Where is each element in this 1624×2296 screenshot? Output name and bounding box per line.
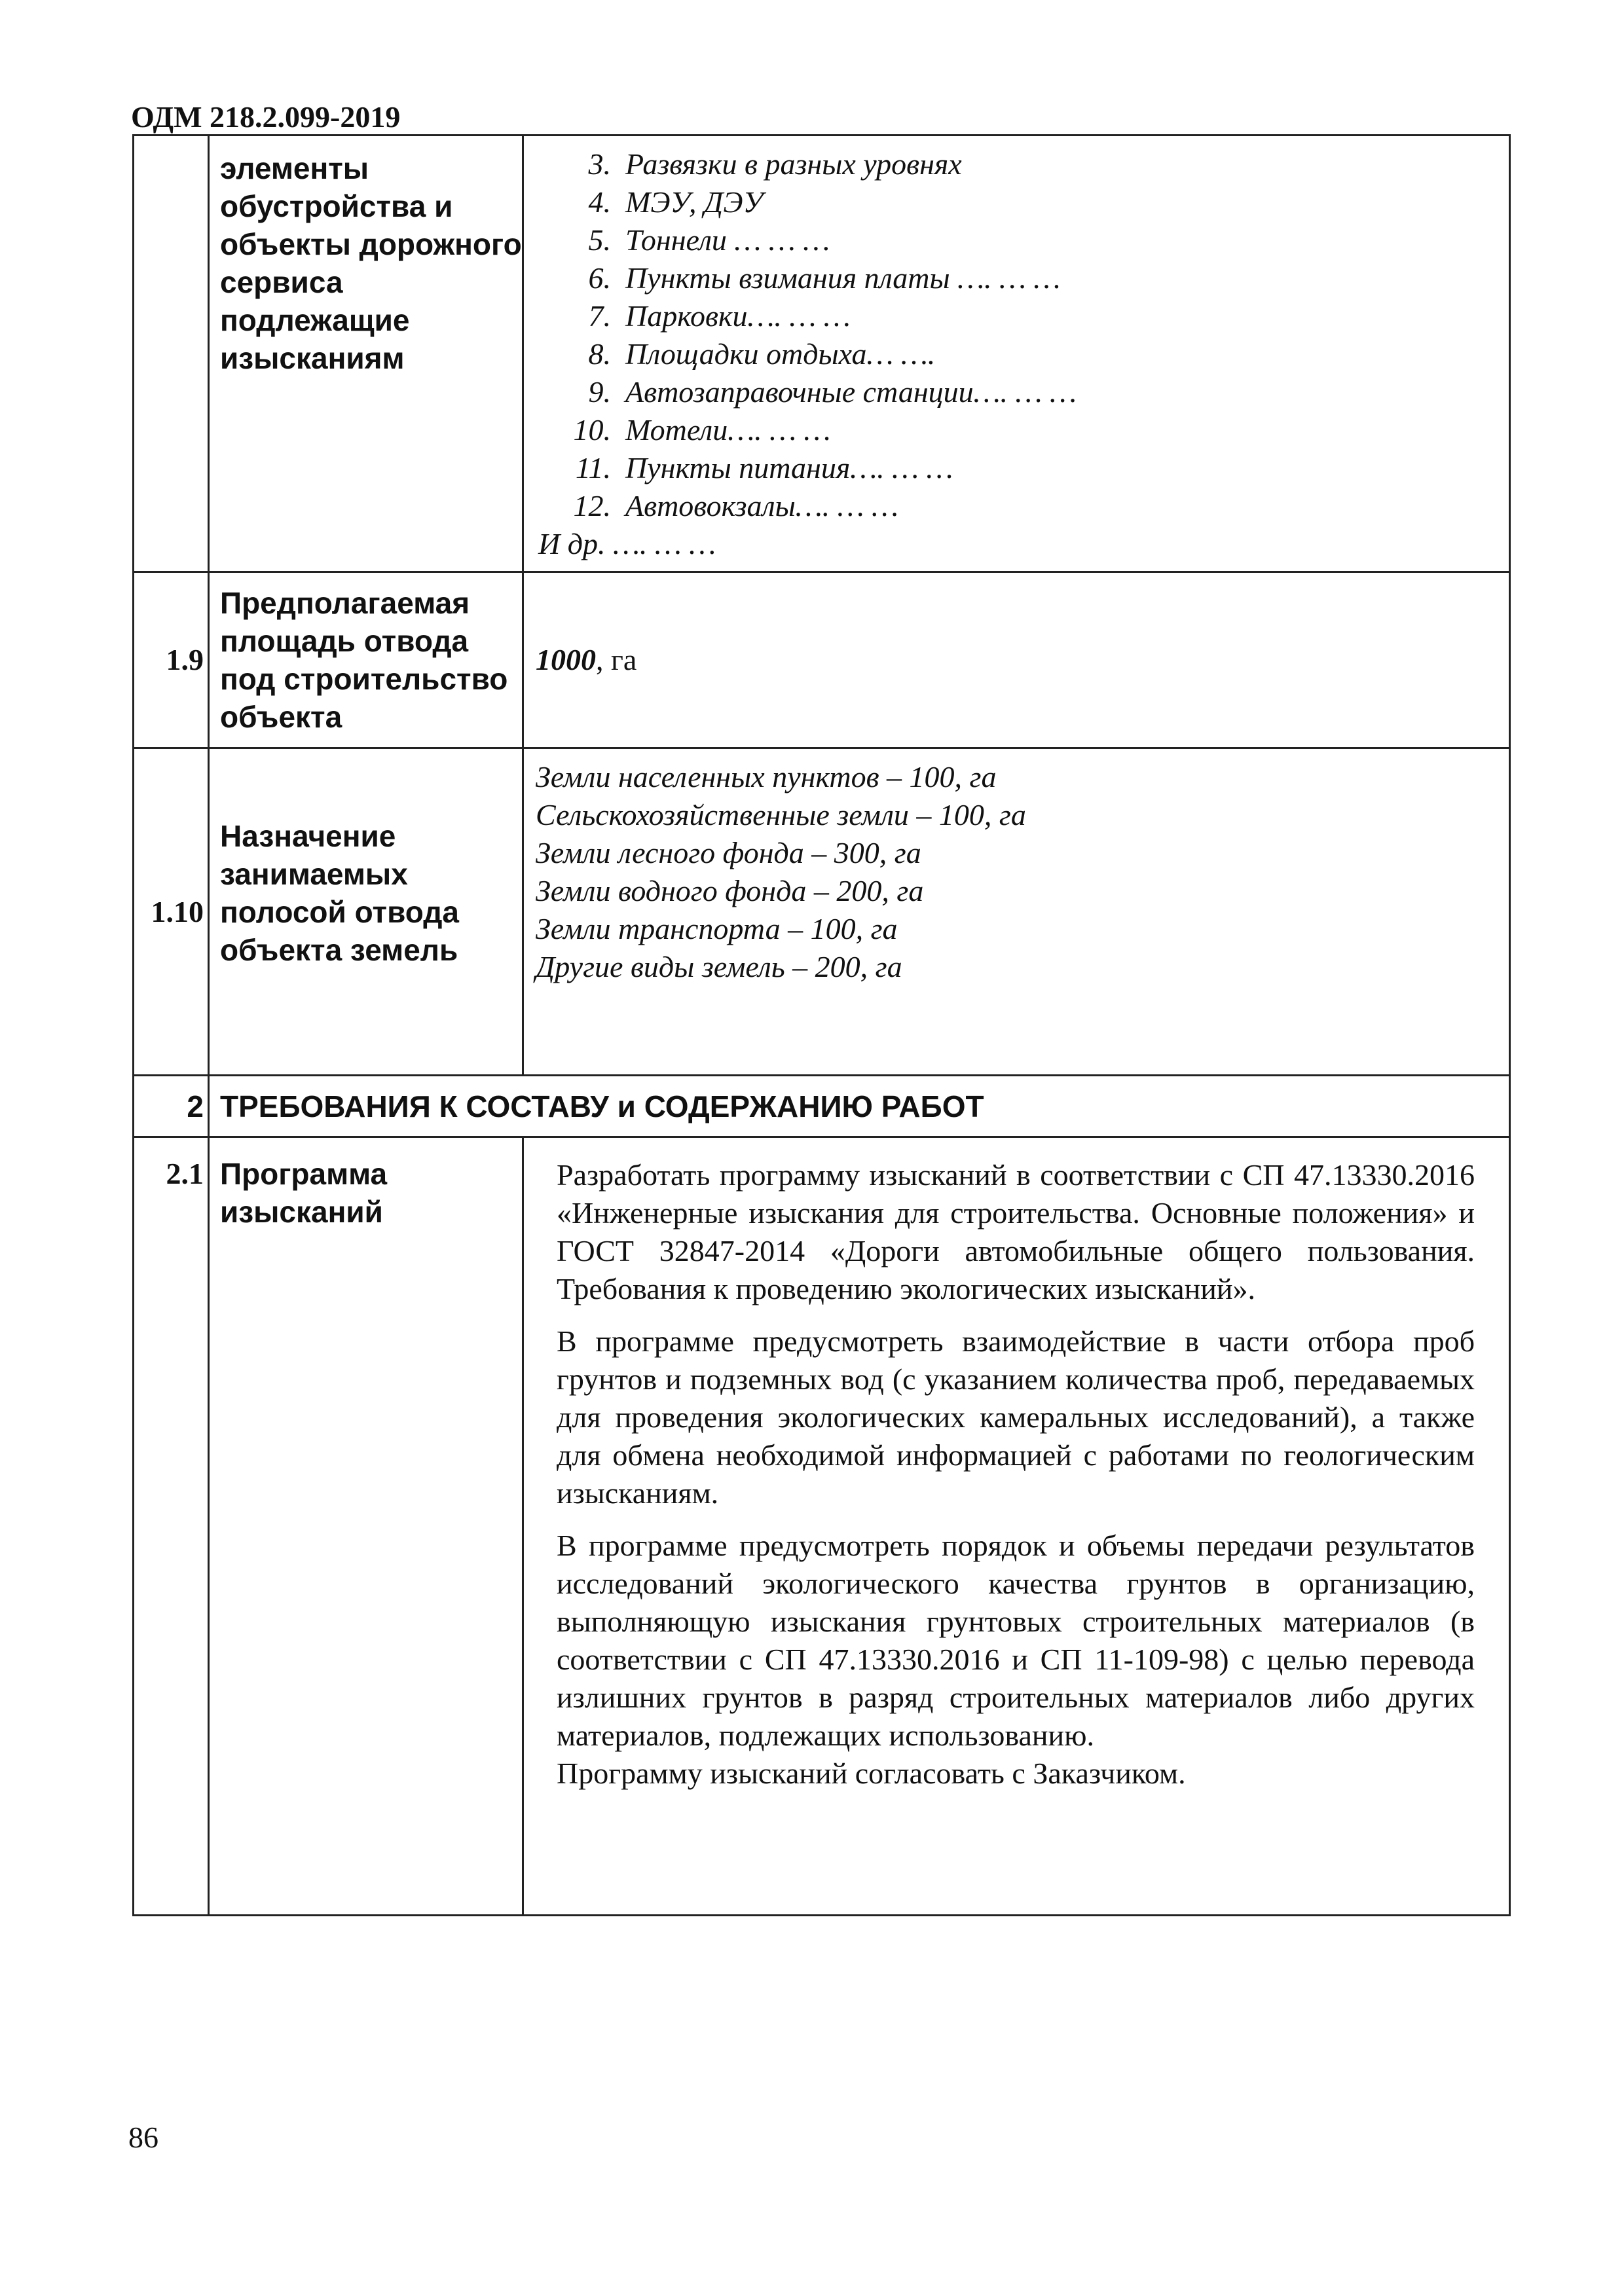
list-item: 9. Автозаправочные станции…. … … bbox=[588, 375, 1077, 409]
row-number: 1.10 bbox=[134, 748, 209, 1076]
list-item: 6. Пункты взимания платы …. … … bbox=[588, 261, 1061, 295]
page-number: 86 bbox=[128, 2121, 158, 2154]
row-value-cell bbox=[523, 748, 1510, 1076]
row-name-line: площадь отвода bbox=[220, 624, 469, 658]
objects-list bbox=[536, 136, 1509, 525]
row-name-line: подлежащие bbox=[220, 303, 410, 337]
land-category: Земли населенных пунктов – 100, га bbox=[536, 760, 997, 793]
row-name-line: Назначение bbox=[220, 819, 396, 853]
requirements-table bbox=[132, 134, 1511, 1916]
row-name-line: объекты дорожного bbox=[220, 227, 522, 261]
program-paragraph: Разработать программу изысканий в соответствии с СП 47.13330.2016 «Инженерные изыскания для строительства. Основные положения» и ГОСТ 32847-2014 «Дороги автомобильные общего пользования. Требования к проведению экологических изысканий». bbox=[557, 1158, 1475, 1305]
table-row-objects bbox=[134, 136, 1510, 572]
row-name-line: полосой отвода bbox=[220, 895, 460, 929]
table-row-2-1 bbox=[134, 1137, 1510, 1916]
row-value-cell bbox=[523, 572, 1510, 748]
table-row-1-10 bbox=[134, 748, 1510, 1076]
row-number: 2.1 bbox=[134, 1137, 209, 1916]
row-name-line: сервиса bbox=[220, 265, 343, 299]
land-category: Земли лесного фонда – 300, га bbox=[536, 836, 921, 869]
program-final-line: Программу изысканий согласовать с Заказчиком. bbox=[557, 1757, 1186, 1790]
objects-list-tail: И др. …. … … bbox=[538, 527, 716, 560]
row-name-line: под строительство bbox=[220, 662, 508, 696]
program-paragraph: В программе предусмотреть порядок и объемы передачи результатов исследований экологического качества грунтов в организацию, выполняющую изыскания грунтовых строительных материалов (в соответствии с СП 47.13330.2016 и СП 11-109-98) с целью перевода излишних грунтов в разряд строительных материалов либо других материалов, подлежащих использованию. bbox=[557, 1529, 1475, 1752]
land-category: Земли водного фонда – 200, га bbox=[536, 874, 924, 907]
row-number-cell bbox=[134, 136, 209, 572]
row-value-cell bbox=[523, 1137, 1510, 1916]
list-item: 10. Мотели…. … … bbox=[573, 413, 831, 446]
list-item: 5. Тоннели … … … bbox=[588, 223, 830, 257]
list-item: 8. Площадки отдыха… …. bbox=[588, 337, 936, 371]
program-paragraph: В программе предусмотреть взаимодействие в части отбора проб грунтов и подземных вод (с указанием количества проб, передаваемых для проведения экологических камеральных исследований), а также для обмена необходимой информацией с работами по геологическим изысканиям. bbox=[557, 1324, 1475, 1510]
row-name-cell bbox=[209, 1137, 523, 1916]
row-name-cell bbox=[209, 748, 523, 1076]
row-name-line: изысканиям bbox=[220, 341, 405, 375]
row-name-cell bbox=[209, 572, 523, 748]
area-value: 1000 bbox=[536, 643, 596, 676]
section-header-row bbox=[134, 1076, 1510, 1137]
land-category: Другие виды земель – 200, га bbox=[536, 950, 902, 983]
list-item: 7. Парковки…. … … bbox=[588, 299, 851, 333]
row-name-line: объекта bbox=[220, 700, 342, 734]
table-row-1-9 bbox=[134, 572, 1510, 748]
row-name-line: обустройства и bbox=[220, 189, 453, 223]
row-name-line: занимаемых bbox=[220, 857, 408, 891]
list-item: 12. Автовокзалы…. … … bbox=[573, 489, 898, 522]
section-title: ТРЕБОВАНИЯ К СОСТАВУ и СОДЕРЖАНИЮ РАБОТ bbox=[209, 1076, 1510, 1137]
document-code: ОДМ 218.2.099-2019 bbox=[131, 100, 401, 134]
row-name-line: Предполагаемая bbox=[220, 586, 470, 620]
row-name-cell bbox=[209, 136, 523, 572]
list-item: 3. Развязки в разных уровнях bbox=[588, 147, 962, 181]
land-category: Земли транспорта – 100, га bbox=[536, 912, 898, 945]
area-unit: , га bbox=[596, 643, 637, 676]
section-number: 2 bbox=[134, 1076, 209, 1137]
row-name-line: Программа bbox=[220, 1157, 388, 1191]
row-name-line: объекта земель bbox=[220, 933, 458, 967]
row-number: 1.9 bbox=[134, 572, 209, 748]
land-category: Сельскохозяйственные земли – 100, га bbox=[536, 798, 1026, 831]
row-name-line: изысканий bbox=[220, 1195, 383, 1229]
row-value-cell bbox=[523, 136, 1510, 572]
row-name-line: элементы bbox=[220, 151, 369, 185]
list-item: 11. Пункты питания…. … … bbox=[575, 451, 953, 484]
list-item: 4. МЭУ, ДЭУ bbox=[588, 185, 764, 219]
